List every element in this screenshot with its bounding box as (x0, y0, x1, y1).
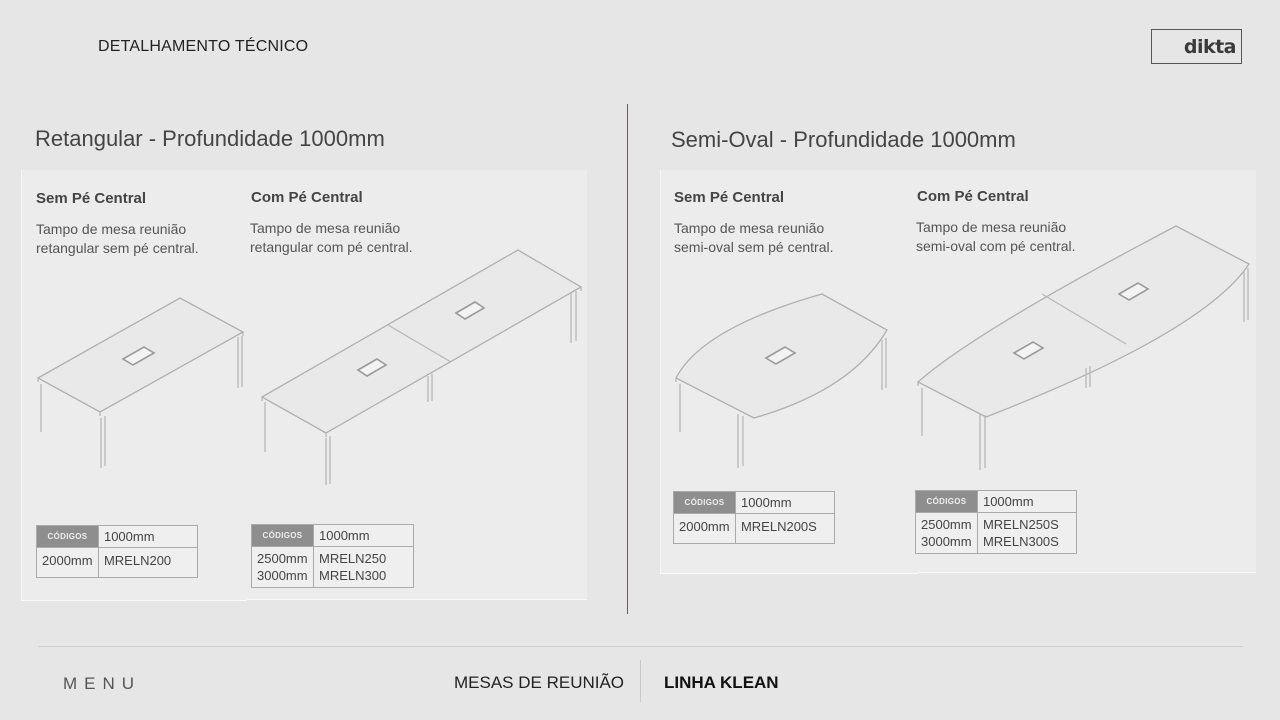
footer-section-label: MESAS DE REUNIÃO (454, 673, 625, 692)
rect-no-center-title: Sem Pé Central (36, 190, 147, 207)
length-cell: 2500mm (921, 517, 972, 532)
codes-header: CÓDIGOS (252, 525, 314, 547)
oval-no-center-codes-table (673, 491, 835, 544)
code-cell: MRELN250S (982, 517, 1059, 532)
logo-text: dikta (1183, 35, 1236, 58)
table-row (916, 513, 1077, 554)
codes-header: CÓDIGOS (916, 491, 978, 513)
depth-cell: 1000mm (735, 492, 834, 514)
length-cell: 2000mm (37, 548, 99, 578)
length-cell: 3000mm (257, 568, 308, 583)
vertical-divider (627, 104, 628, 614)
length-cell: 2000mm (674, 514, 736, 544)
brand-logo[interactable] (1151, 29, 1242, 64)
semi-oval-section-title: Semi-Oval - Profundidade 1000mm (671, 127, 1016, 152)
code-cell: MRELN200 (98, 548, 197, 578)
rect-table-large-illustration (258, 245, 588, 490)
rect-no-center-desc: Tampo de mesa reunião retangular sem pé central. (36, 221, 199, 256)
length-cell: 3000mm (921, 534, 972, 549)
rect-with-center-codes-table (251, 524, 414, 588)
oval-with-center-title: Com Pé Central (917, 188, 1029, 205)
rect-with-center-desc: Tampo de mesa reunião retangular com pé central. (250, 220, 413, 255)
table-row (674, 514, 835, 544)
code-cell: MRELN300 (319, 568, 387, 583)
rect-table-small-illustration (30, 290, 250, 480)
page-title: DETALHAMENTO TÉCNICO (98, 38, 309, 55)
table-row (252, 547, 414, 588)
rect-with-center-title: Com Pé Central (251, 189, 363, 206)
footer-product-line: LINHA KLEAN (664, 673, 779, 692)
code-cell: MRELN300S (982, 534, 1059, 549)
rect-no-center-codes-table (36, 525, 198, 578)
depth-cell: 1000mm (98, 526, 197, 548)
depth-cell: 1000mm (977, 491, 1076, 513)
length-cell: 2500mm (257, 551, 308, 566)
footer-separator (640, 660, 641, 702)
table-row (37, 548, 198, 578)
oval-with-center-codes-table (915, 490, 1077, 554)
codes-header: CÓDIGOS (37, 526, 99, 548)
rectangular-section-title: Retangular - Profundidade 1000mm (35, 126, 385, 151)
oval-no-center-title: Sem Pé Central (674, 189, 785, 206)
oval-no-center-desc: Tampo de mesa reunião semi-oval sem pé central. (674, 220, 834, 255)
oval-table-large-illustration (914, 222, 1254, 482)
depth-cell: 1000mm (314, 525, 414, 547)
menu-link[interactable]: MENU (63, 674, 142, 693)
code-cell: MRELN250 (319, 551, 387, 566)
oval-table-small-illustration (672, 290, 894, 480)
footer-divider (38, 646, 1243, 647)
code-cell: MRELN200S (735, 514, 834, 544)
oval-with-center-desc: Tampo de mesa reunião semi-oval com pé central. (916, 219, 1076, 254)
codes-header: CÓDIGOS (674, 492, 736, 514)
